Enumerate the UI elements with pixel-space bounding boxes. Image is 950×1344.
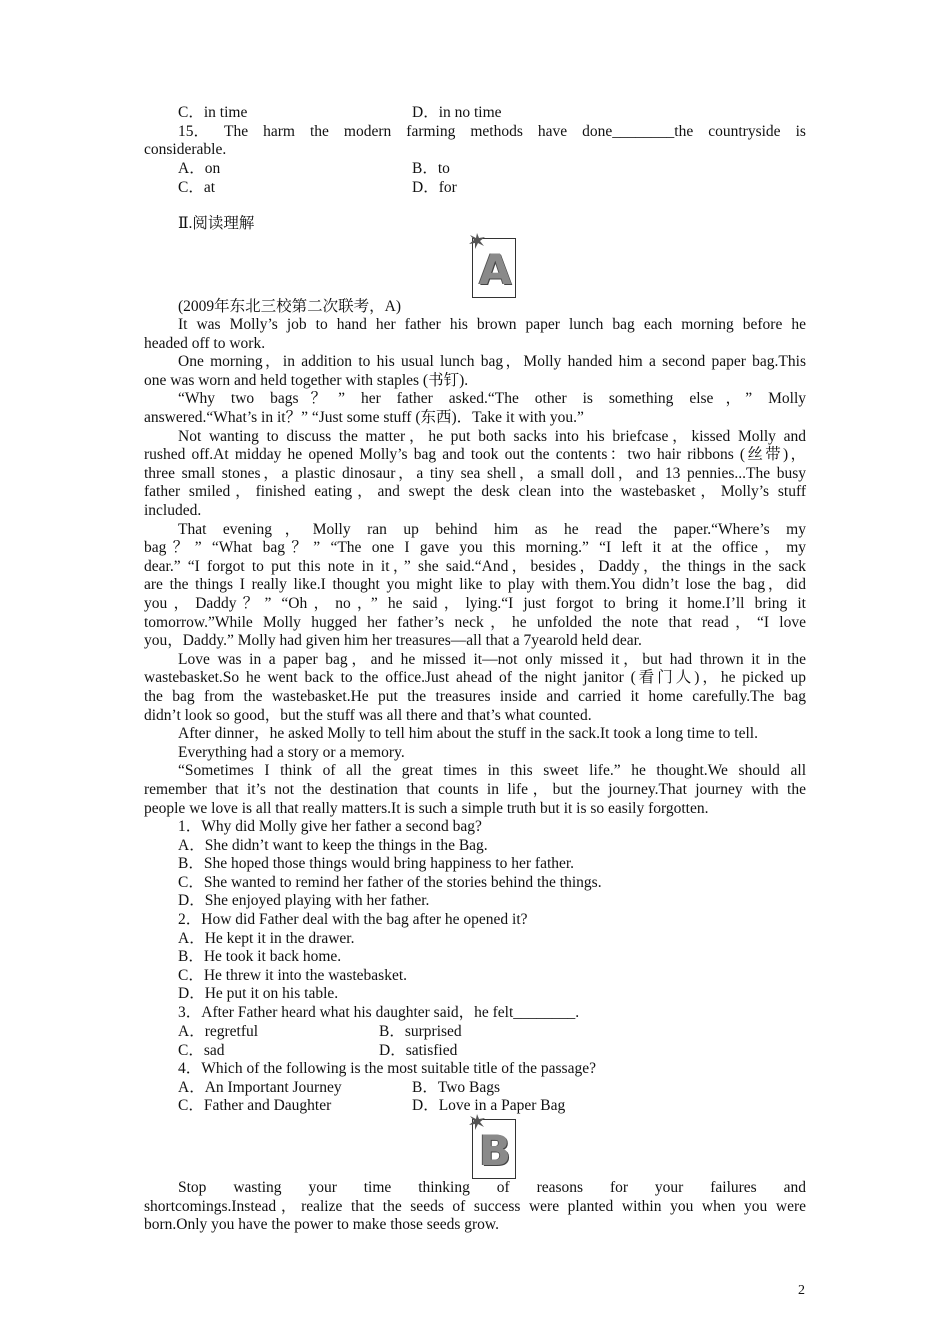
text-line: didn’t look so good，but the stuff was all there and that’s what counted. — [144, 706, 592, 724]
passage-a-source: (2009年东北三校第二次联考，A) — [178, 298, 402, 315]
q15-stem-line1 — [178, 123, 806, 141]
text-line: rushed off.At midday he opened Molly’s bag and took out the contents：two hair ribbons (丝带)， — [144, 446, 806, 464]
q15-word: 15． — [178, 123, 210, 140]
q15-option-b: B．to — [412, 160, 450, 177]
q15-word: The — [224, 123, 249, 140]
answer-option: A．She didn’t want to keep the things in the Bag. — [178, 836, 488, 854]
q4-option-c: C．Father and Daughter — [178, 1097, 332, 1114]
q3-option-c: C．sad — [178, 1042, 225, 1059]
text-line: headed off to work. — [144, 334, 266, 352]
q15-word: done________the — [582, 123, 694, 140]
q15-stem-line2: considerable. — [144, 141, 227, 158]
q15-word: the — [309, 123, 329, 140]
text-line: It was Molly’s job to hand her father his brown paper lunch bag each morning before he — [178, 316, 806, 333]
text-line: people we love is all that really matters.It is such a simple truth but it is so easily forgotten. — [144, 799, 709, 817]
q4-option-a: A．An Important Journey — [178, 1079, 342, 1096]
q4-option-d: D．Love in a Paper Bag — [412, 1097, 566, 1114]
q15-word: is — [795, 123, 806, 140]
q15-word: methods — [470, 123, 523, 140]
text-line: tomorrow.”While Molly hugged her father’s neck，he unfolded the note that read，“I love — [144, 613, 806, 631]
text-line: Stop wasting your time thinking of reasons for your failures and — [178, 1179, 806, 1196]
text-line: you，Daddy？” “Oh，no，” he said，lying.“I just forgot to bring it home.I’ll bring it — [144, 595, 806, 612]
q4-stem: 4．Which of the following is the most suitable title of the passage? — [178, 1060, 596, 1077]
q15-option-a: A．on — [178, 160, 221, 177]
q3-option-d: D．satisfied — [379, 1042, 458, 1059]
q15-word: countryside — [708, 123, 781, 140]
q14-option-c: C．in time — [178, 104, 248, 121]
answer-option: B．She hoped those things would bring happiness to her father. — [178, 855, 575, 873]
passage-b-letter: B — [479, 1126, 512, 1175]
q15-word: harm — [263, 123, 295, 140]
q15-word: modern — [343, 123, 392, 140]
question-stem: 2．How did Father deal with the bag after he opened it? — [178, 911, 528, 928]
answer-option: D．She enjoyed playing with her father. — [178, 892, 430, 910]
text-line: Love was in a paper bag，and he missed it—not only missed it，but had thrown it in the — [178, 650, 806, 668]
passage-a-letter: A — [479, 245, 512, 294]
answer-option: A．He kept it in the drawer. — [178, 929, 355, 947]
text-line: Everything had a story or a memory. — [178, 743, 405, 761]
text-line: wastebasket.So he went back to the office.Just ahead of the night janitor (看门人)，he picked up — [144, 669, 806, 687]
text-line: born.Only you have the power to make those seeds grow. — [144, 1216, 499, 1234]
text-line: dear.” “I forgot to put this note in it，” she said.“And，besides，Daddy，the things in the sack — [144, 557, 806, 575]
q15-word: farming — [406, 123, 456, 140]
q3-option-a: A．regretful — [178, 1023, 259, 1040]
q4-option-b: B．Two Bags — [412, 1079, 501, 1096]
question-stem: 3．After Father heard what his daughter said，he felt________. — [178, 1004, 580, 1021]
text-line: “Sometimes I think of all the great times in this sweet life.” he thought.We should all — [178, 762, 806, 780]
q15-word: have — [537, 123, 568, 140]
answer-option: D．He put it on his table. — [178, 985, 339, 1003]
question-stem: 1．Why did Molly give her father a second bag? — [178, 818, 482, 835]
answer-option: B．He took it back home. — [178, 948, 342, 966]
q15-option-d: D．for — [412, 179, 457, 196]
text-line: After dinner，he asked Molly to tell him about the stuff in the sack.It took a long time to tell. — [178, 725, 758, 743]
q14-option-d: D．in no time — [412, 104, 502, 121]
text-line: included. — [144, 502, 202, 519]
text-line: bag？” “What bag？” “The one I gave you this morning.” “I left it at the office，my — [144, 539, 806, 557]
page-number: 2 — [798, 1283, 805, 1298]
text-line: are the things I really like.I thought you might like to play with them.You didn’t lose the bag，did — [144, 576, 806, 594]
q15-option-c: C．at — [178, 179, 216, 196]
text-line: three small stones，a plastic dinosaur，a tiny sea shell，a small doll，and 13 pennies...The busy — [144, 464, 806, 482]
text-line: the bag from the wastebasket.He put the treasures inside and carried it home carefully.The bag — [144, 688, 806, 705]
passage-a-badge — [472, 238, 516, 298]
text-line: That evening，Molly ran up behind him as he read the paper.“Where’s my — [178, 520, 806, 538]
text-line: One morning，in addition to his usual lunch bag，Molly handed him a second paper bag.This — [178, 353, 806, 371]
answer-option: C．He threw it into the wastebasket. — [178, 966, 408, 984]
text-line: Not wanting to discuss the matter，he put both sacks into his briefcase，kissed Molly and — [178, 427, 806, 445]
passage-b-badge — [472, 1119, 516, 1179]
text-line: answered.“What’s in it？” “Just some stuff (东西)．Take it with you.” — [144, 409, 584, 426]
text-line: one was worn and held together with staples (书钉). — [144, 371, 469, 389]
section-title: Ⅱ.阅读理解 — [178, 215, 255, 232]
q3-option-b: B．surprised — [379, 1023, 462, 1040]
text-line: “Why two bags？” her father asked.“The other is something else，” Molly — [178, 390, 806, 408]
text-line: shortcomings.Instead，realize that the seeds of success were planted within you when you were — [144, 1197, 806, 1215]
text-line: you，Daddy.” Molly had given him her treasures—all that a 7yearold held dear. — [144, 632, 642, 650]
text-line: father smiled，finished eating，and swept the desk clean into the wastebasket，Molly’s stuff — [144, 483, 806, 501]
text-line: remember that it’s not the destination that counts in life，but the journey.That journey with the — [144, 781, 806, 798]
answer-option: C．She wanted to remind her father of the stories behind the things. — [178, 873, 602, 891]
